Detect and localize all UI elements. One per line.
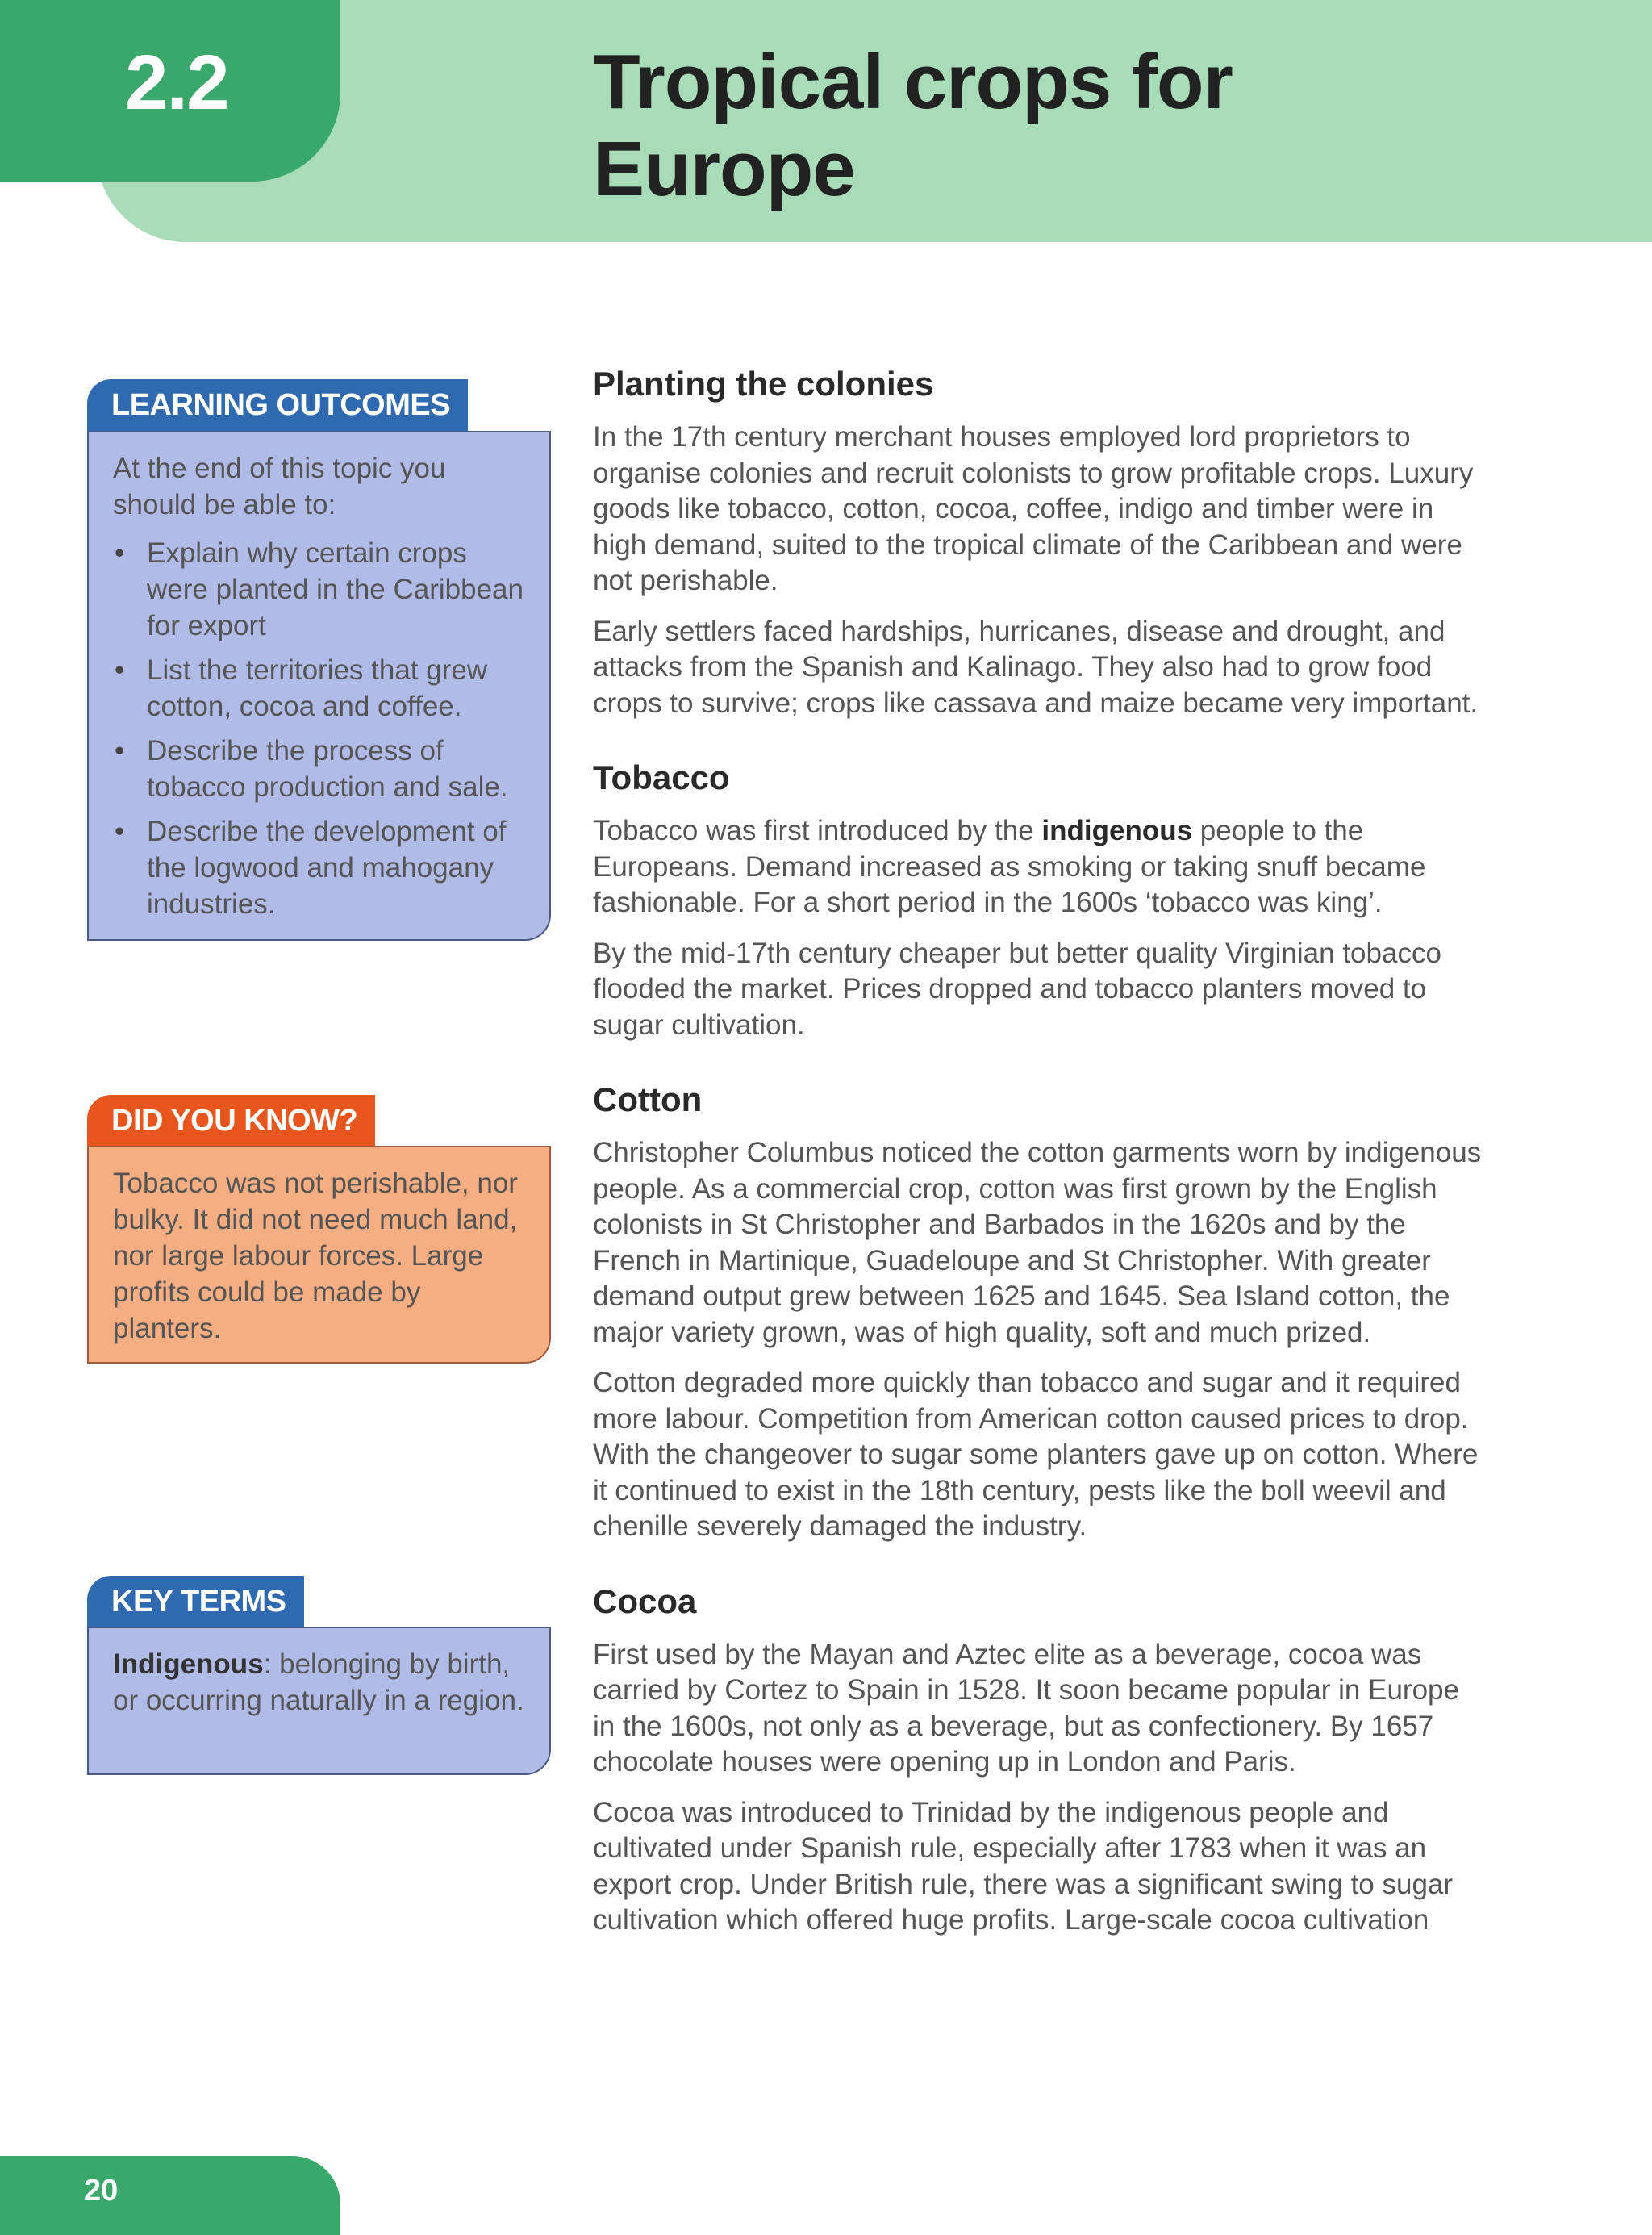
section-number: 2.2 bbox=[125, 40, 228, 126]
learning-outcomes-tab: LEARNING OUTCOMES bbox=[87, 379, 468, 432]
key-term-definition bbox=[113, 1646, 532, 1719]
list-item-text: Explain why certain crops were planted in the Caribbean for export bbox=[147, 537, 524, 641]
paragraph bbox=[593, 813, 1488, 921]
paragraph: Early settlers faced hardships, hurricanes, disease and drought, and attacks from the Spanish and Kalinago. They also had to grow food crops to survive; crops like cassava and maize became very important. bbox=[593, 615, 1479, 719]
key-term-text: : belonging by birth, or occurring naturally in a region. bbox=[113, 1648, 524, 1716]
did-you-know-tab: DID YOU KNOW? bbox=[87, 1095, 375, 1147]
bullet-icon: • bbox=[115, 654, 125, 686]
learning-outcomes-list bbox=[113, 535, 532, 922]
section-heading: Cotton bbox=[593, 1080, 703, 1118]
paragraph: First used by the Mayan and Aztec elite as a beverage, cocoa was carried by Cortez to Spain in 1528. It soon became popular in Europe in the 1600s, not only as a beverage, but as confectionery. By 1657 chocolate houses were opening up in London and Paris. bbox=[593, 1638, 1459, 1778]
paragraph: Christopher Columbus noticed the cotton garments worn by indigenous people. As a commercial crop, cotton was first grown by the English colonists in St Christopher and Barbados in the 1620s and by the French in Martinique, Guadeloupe and St Christopher. With greater demand output grew between 1625 and 1645. Sea Island cotton, the major variety grown, was of high quality, soft and much prized. bbox=[593, 1137, 1482, 1348]
section-heading: Tobacco bbox=[593, 758, 730, 796]
bullet-icon: • bbox=[115, 735, 125, 767]
paragraph: Cotton degraded more quickly than tobacco and sugar and it required more labour. Competition from American cotton caused prices to drop. With the changeover to sugar some planters gave up on cotton. Where it continued to exist in the 18th century, pests like the boll weevil and chenille severely damaged the industry. bbox=[593, 1367, 1479, 1542]
section-heading: Planting the colonies bbox=[593, 365, 934, 403]
section-planting bbox=[593, 363, 1488, 721]
list-item-text: Describe the process of tobacco production and sale. bbox=[147, 735, 508, 803]
section-heading: Cocoa bbox=[593, 1581, 697, 1620]
key-term-word: Indigenous bbox=[113, 1648, 264, 1680]
list-item bbox=[113, 733, 532, 805]
key-terms-box bbox=[87, 1627, 551, 1775]
did-you-know-box bbox=[87, 1146, 551, 1364]
key-terms-tab: KEY TERMS bbox=[87, 1576, 304, 1628]
page-title-line1: Tropical crops for bbox=[593, 39, 1233, 125]
list-item bbox=[113, 813, 532, 922]
bullet-icon: • bbox=[115, 816, 125, 847]
page-number: 20 bbox=[84, 2174, 119, 2208]
learning-outcomes-intro: At the end of this topic you should be able to: bbox=[113, 453, 446, 520]
footer-tab bbox=[0, 2156, 340, 2235]
paragraph-text: Tobacco was first introduced by the bbox=[593, 815, 1042, 846]
paragraph: By the mid-17th century cheaper but better quality Virginian tobacco flooded the market. Prices dropped and tobacco planters moved to sugar cultivation. bbox=[593, 937, 1441, 1041]
section-cotton bbox=[593, 1079, 1488, 1545]
did-you-know-text: Tobacco was not perishable, nor bulky. It did not need much land, nor large labour forces. Large profits could be made by planters. bbox=[113, 1168, 518, 1344]
paragraph-text: people to the Europeans. Demand increased as smoking or taking snuff became fashionable. For a short period in the 1600s ‘tobacco was king’. bbox=[593, 815, 1426, 918]
list-item-text: List the territories that grew cotton, cocoa and coffee. bbox=[147, 654, 488, 722]
bullet-icon: • bbox=[115, 537, 125, 569]
learning-outcomes-box bbox=[87, 431, 551, 941]
page-title bbox=[593, 39, 1233, 213]
list-item-text: Describe the development of the logwood and mahogany industries. bbox=[147, 816, 507, 920]
section-badge bbox=[0, 0, 340, 182]
page-title-line2: Europe bbox=[593, 126, 855, 212]
paragraph: Cocoa was introduced to Trinidad by the indigenous people and cultivated under Spanish rule, especially after 1783 when it was an export crop. Under British rule, there was a significant swing to sugar cultivation which offered huge profits. Large-scale cocoa cultivation bbox=[593, 1796, 1454, 1936]
section-cocoa bbox=[593, 1581, 1488, 1939]
key-term-highlight: indigenous bbox=[1041, 815, 1193, 846]
list-item bbox=[113, 652, 532, 725]
main-content bbox=[593, 363, 1488, 1974]
list-item bbox=[113, 535, 532, 644]
section-tobacco bbox=[593, 757, 1488, 1043]
paragraph: In the 17th century merchant houses employed lord proprietors to organise colonies and recruit colonists to grow profitable crops. Luxury goods like tobacco, cotton, cocoa, coffee, indigo and timber were in high demand, suited to the tropical climate of the Caribbean and were not perishable. bbox=[593, 421, 1474, 596]
